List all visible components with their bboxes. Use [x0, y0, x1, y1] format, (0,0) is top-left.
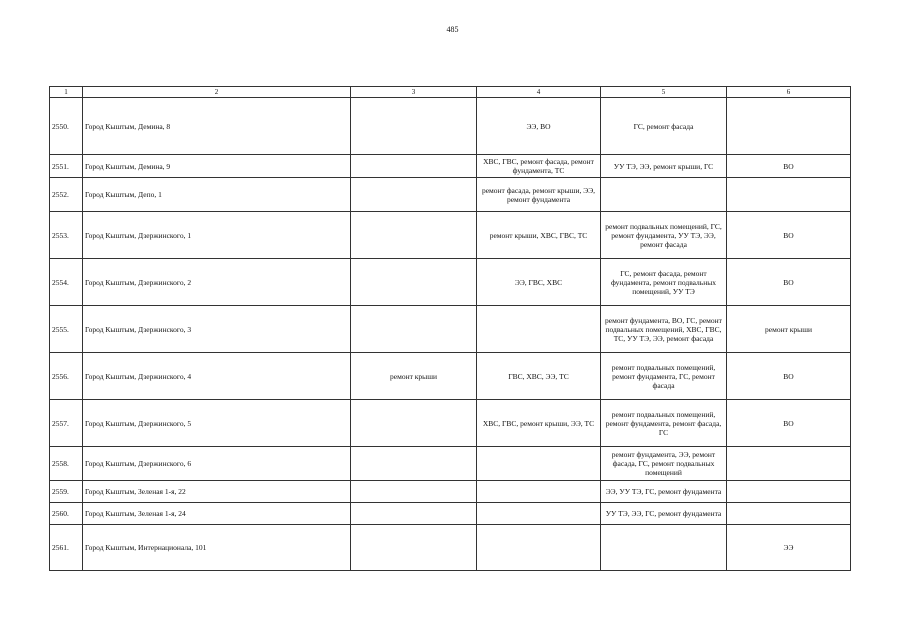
column-3-cell	[351, 447, 477, 481]
table-row	[50, 503, 851, 525]
column-5-cell: ремонт фундамента, ЭЭ, ремонт фасада, ГС, ремонт подвальных помещений	[601, 447, 727, 481]
row-number: 2557.	[50, 400, 83, 447]
column-6-cell	[727, 98, 851, 155]
column-4-cell	[477, 306, 601, 353]
column-3-cell	[351, 481, 477, 503]
table-row	[50, 98, 851, 155]
column-3-cell	[351, 306, 477, 353]
table-row	[50, 155, 851, 178]
column-4-cell: ремонт крыши, ХВС, ГВС, ТС	[477, 212, 601, 259]
column-5-cell: УУ ТЭ, ЭЭ, ГС, ремонт фундамента	[601, 503, 727, 525]
row-number: 2552.	[50, 178, 83, 212]
column-5-cell: ЭЭ, УУ ТЭ, ГС, ремонт фундамента	[601, 481, 727, 503]
column-4-cell: ЭЭ, ВО	[477, 98, 601, 155]
column-5-cell: ремонт подвальных помещений, ремонт фундамента, ГС, ремонт фасада	[601, 353, 727, 400]
row-number: 2559.	[50, 481, 83, 503]
column-6-cell	[727, 481, 851, 503]
table-row	[50, 178, 851, 212]
row-number: 2555.	[50, 306, 83, 353]
column-5-cell: ремонт подвальных помещений, ремонт фундамента, ремонт фасада, ГС	[601, 400, 727, 447]
column-3-cell	[351, 525, 477, 571]
column-4-cell: ХВС, ГВС, ремонт крыши, ЭЭ, ТС	[477, 400, 601, 447]
table-row	[50, 525, 851, 571]
column-6-cell	[727, 178, 851, 212]
column-6-cell: ВО	[727, 259, 851, 306]
column-4-cell	[477, 525, 601, 571]
column-6-cell: ВО	[727, 400, 851, 447]
column-3-cell	[351, 98, 477, 155]
column-6-cell	[727, 447, 851, 481]
address-cell: Город Кыштым, Дзержинского, 4	[83, 353, 351, 400]
table-row	[50, 400, 851, 447]
column-4-cell: ремонт фасада, ремонт крыши, ЭЭ, ремонт фундамента	[477, 178, 601, 212]
column-6-cell	[727, 503, 851, 525]
address-cell: Город Кыштым, Дзержинского, 5	[83, 400, 351, 447]
table-row	[50, 447, 851, 481]
header-row	[50, 87, 851, 98]
column-4-cell: ХВС, ГВС, ремонт фасада, ремонт фундамента, ТС	[477, 155, 601, 178]
row-number: 2550.	[50, 98, 83, 155]
address-cell: Город Кыштым, Зеленая 1-я, 24	[83, 503, 351, 525]
column-header: 1	[50, 87, 83, 98]
column-4-cell	[477, 481, 601, 503]
column-header: 6	[727, 87, 851, 98]
table-row	[50, 353, 851, 400]
address-cell: Город Кыштым, Дзержинского, 6	[83, 447, 351, 481]
row-number: 2556.	[50, 353, 83, 400]
row-number: 2553.	[50, 212, 83, 259]
column-3-cell	[351, 503, 477, 525]
column-3-cell: ремонт крыши	[351, 353, 477, 400]
column-5-cell	[601, 525, 727, 571]
address-cell: Город Кыштым, Демина, 8	[83, 98, 351, 155]
row-number: 2554.	[50, 259, 83, 306]
table-row	[50, 259, 851, 306]
column-4-cell: ГВС, ХВС, ЭЭ, ТС	[477, 353, 601, 400]
row-number: 2560.	[50, 503, 83, 525]
column-5-cell: ремонт фундамента, ВО, ГС, ремонт подвальных помещений, ХВС, ГВС, ТС, УУ ТЭ, ЭЭ, ремонт фасада	[601, 306, 727, 353]
table-row	[50, 306, 851, 353]
column-6-cell: ремонт крыши	[727, 306, 851, 353]
column-header: 3	[351, 87, 477, 98]
address-cell: Город Кыштым, Дзержинского, 1	[83, 212, 351, 259]
page-number: 485	[446, 25, 459, 34]
column-5-cell: ГС, ремонт фасада, ремонт фундамента, ремонт подвальных помещений, УУ ТЭ	[601, 259, 727, 306]
column-5-cell: ремонт подвальных помещений, ГС, ремонт фундамента, УУ ТЭ, ЭЭ, ремонт фасада	[601, 212, 727, 259]
row-number: 2558.	[50, 447, 83, 481]
column-3-cell	[351, 259, 477, 306]
column-4-cell	[477, 447, 601, 481]
column-3-cell	[351, 400, 477, 447]
column-header: 2	[83, 87, 351, 98]
row-number: 2561.	[50, 525, 83, 571]
address-cell: Город Кыштым, Зеленая 1-я, 22	[83, 481, 351, 503]
column-5-cell: ГС, ремонт фасада	[601, 98, 727, 155]
column-6-cell: ВО	[727, 155, 851, 178]
column-5-cell	[601, 178, 727, 212]
table-row	[50, 481, 851, 503]
address-cell: Город Кыштым, Депо, 1	[83, 178, 351, 212]
column-6-cell: ВО	[727, 212, 851, 259]
column-6-cell: ЭЭ	[727, 525, 851, 571]
address-cell: Город Кыштым, Демина, 9	[83, 155, 351, 178]
register-table	[49, 86, 851, 571]
column-5-cell: УУ ТЭ, ЭЭ, ремонт крыши, ГС	[601, 155, 727, 178]
table-row	[50, 212, 851, 259]
column-header: 5	[601, 87, 727, 98]
column-header: 4	[477, 87, 601, 98]
row-number: 2551.	[50, 155, 83, 178]
column-3-cell	[351, 212, 477, 259]
column-3-cell	[351, 155, 477, 178]
address-cell: Город Кыштым, Дзержинского, 2	[83, 259, 351, 306]
column-4-cell	[477, 503, 601, 525]
address-cell: Город Кыштым, Интернационала, 101	[83, 525, 351, 571]
column-4-cell: ЭЭ, ГВС, ХВС	[477, 259, 601, 306]
address-cell: Город Кыштым, Дзержинского, 3	[83, 306, 351, 353]
column-3-cell	[351, 178, 477, 212]
column-6-cell: ВО	[727, 353, 851, 400]
